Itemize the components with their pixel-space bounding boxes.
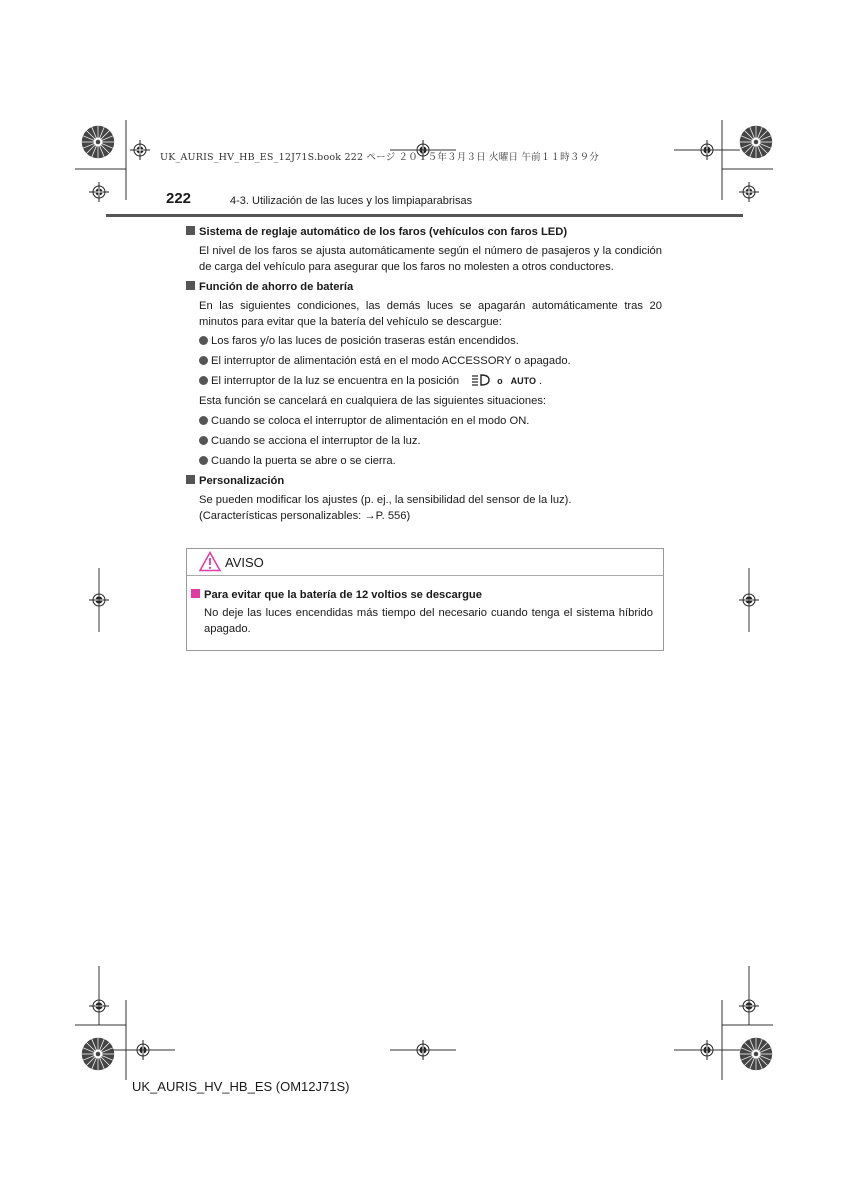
star-target-icon xyxy=(740,126,772,158)
section-title: 4-3. Utilización de las luces y los limpiaparabrisas xyxy=(230,195,473,207)
header-rule xyxy=(106,214,743,217)
registration-mark-icon xyxy=(130,140,150,160)
list-item: Cuando la puerta se abre o se cierra. xyxy=(186,453,662,469)
warning-header xyxy=(187,549,663,576)
warning-text: No deje las luces encendidas más tiempo del necesario cuando tenga el sistema híbrido apagado. xyxy=(204,607,653,635)
section-heading: Función de ahorro de batería xyxy=(186,279,662,295)
auto-label: AUTO xyxy=(510,376,536,386)
square-bullet-icon xyxy=(186,475,195,484)
list-item: El interruptor de alimentación está en el modo ACCESSORY o apagado. xyxy=(186,353,662,369)
paragraph: (Características personalizables: →P. 556) xyxy=(199,510,411,522)
paragraph: Se pueden modificar los ajustes (p. ej., la sensibilidad del sensor de la luz). xyxy=(199,494,572,506)
warning-heading: Para evitar que la batería de 12 voltios se descargue xyxy=(191,587,653,603)
section-heading: Personalización xyxy=(186,473,662,489)
section-heading: Sistema de reglaje automático de los faros (vehículos con faros LED) xyxy=(186,224,662,240)
paragraph: Esta función se cancelará en cualquiera de las siguientes situaciones: xyxy=(199,395,547,407)
round-bullet-icon xyxy=(199,436,208,445)
main-content xyxy=(186,224,662,524)
list-item: Cuando se coloca el interruptor de alimentación en el modo ON. xyxy=(186,413,662,429)
headlight-icon xyxy=(469,374,491,386)
warning-title: AVISO xyxy=(225,555,264,570)
round-bullet-icon xyxy=(199,416,208,425)
list-item: El interruptor de la luz se encuentra en la posición o AUTO . xyxy=(186,373,662,389)
pink-square-bullet-icon xyxy=(191,589,200,598)
square-bullet-icon xyxy=(186,281,195,290)
list-item: Cuando se acciona el interruptor de la luz. xyxy=(186,433,662,449)
list-item: Los faros y/o las luces de posición traseras están encendidos. xyxy=(186,333,662,349)
registration-mark-icon xyxy=(739,182,759,202)
paragraph: El nivel de los faros se ajusta automáticamente según el número de pasajeros y la condición de carga del vehículo para asegurar que los faros no molesten a otros conductores. xyxy=(199,245,662,273)
star-target-icon xyxy=(82,1038,114,1070)
warning-body xyxy=(191,587,653,637)
file-meta-line: UK_AURIS_HV_HB_ES_12J71S.book 222 ページ ２０１５年３月３日 火曜日 午前１１時３９分 xyxy=(160,152,599,163)
paragraph: En las siguientes condiciones, las demás luces se apagarán automáticamente tras 20 minutos para evitar que la batería del vehículo se descargue: xyxy=(199,300,662,328)
switch-or: o xyxy=(497,376,503,386)
star-target-icon xyxy=(82,126,114,158)
round-bullet-icon xyxy=(199,456,208,465)
page-number: 222 xyxy=(166,190,192,207)
star-target-icon xyxy=(740,1038,772,1070)
warning-triangle-icon xyxy=(199,551,221,572)
square-bullet-icon xyxy=(186,226,195,235)
round-bullet-icon xyxy=(199,376,208,385)
warning-box xyxy=(186,548,664,651)
footer-code: UK_AURIS_HV_HB_ES (OM12J71S) xyxy=(132,1079,350,1094)
registration-mark-icon xyxy=(89,182,109,202)
round-bullet-icon xyxy=(199,356,208,365)
round-bullet-icon xyxy=(199,336,208,345)
